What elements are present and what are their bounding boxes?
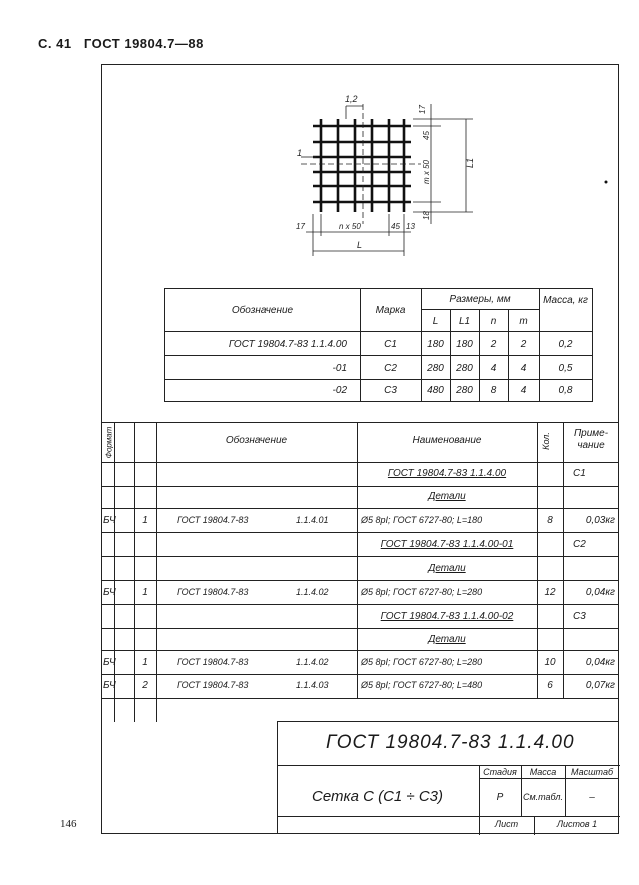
standard-label: ГОСТ 19804.7—88 [83,36,204,51]
spec-designation-2: ГОСТ 19804.7-83 [177,515,249,525]
spec-designation-8: ГОСТ 19804.7-83 [177,657,249,667]
spec-code-5: 1.1.4.02 [296,587,329,597]
row2-mass: 0,5 [558,363,573,374]
spec-format-2: БЧ [103,515,116,526]
col-designation: Обозначение [231,305,294,316]
row1-L: 180 [427,339,444,350]
stage-value: Р [496,792,504,803]
row2-n: 4 [490,363,497,374]
row3-L: 480 [427,385,444,396]
row1-m: 2 [520,339,527,350]
title-block [277,721,619,834]
spec-note-9: 0,07кг [585,680,615,691]
row3-n: 8 [490,385,497,396]
row1-L1: 180 [456,339,473,350]
spec-title-c1: ГОСТ 19804.7-83 1.1.4.00 [387,468,507,479]
spec-pos-2: 1 [142,515,148,526]
col-format: Формат [104,426,114,459]
spec-designation-5: ГОСТ 19804.7-83 [177,587,249,597]
page-number: 146 [60,818,77,830]
spec-name-5: Ø5 8рI; ГОСТ 6727-80; L=280 [361,587,483,597]
spec-code-8: 1.1.4.02 [296,657,329,667]
spec-section-3: Детали [428,634,466,645]
spec-section-2: Детали [428,563,466,574]
scale-value: – [589,792,595,803]
spec-pos-9: 2 [142,680,148,691]
spec-format-8: БЧ [103,657,116,668]
dim-m-x-50: m x 50 [422,159,431,184]
spec-section-1: Детали [428,491,466,502]
spec-title-c2: ГОСТ 19804.7-83 1.1.4.00-01 [380,539,514,550]
sub-m: m [519,316,528,327]
spec-name-2: Ø5 8рI; ГОСТ 6727-80; L=180 [361,515,483,525]
row3-L1: 280 [456,385,473,396]
sizes-table [164,288,593,402]
dim-18: 18 [422,211,431,220]
sheet-label: Лист [494,819,519,829]
spec-name-9: Ø5 8рI; ГОСТ 6727-80; L=480 [361,680,483,690]
col-name: Наименование [412,435,482,446]
row2-m: 4 [520,363,527,374]
col-note: Приме- чание [573,428,609,451]
spec-format-9: БЧ [103,680,116,691]
spec-code-9: 1.1.4.03 [296,680,329,690]
scale-label: Масштаб [570,767,614,777]
row2-L: 280 [427,363,444,374]
dim-L1: L1 [465,157,475,168]
row2-mark: С2 [384,363,397,374]
spec-pos-5: 1 [142,587,148,598]
row2-L1: 280 [456,363,473,374]
spec-qty-9: 6 [547,680,553,691]
spec-code-2: 1.1.4.01 [296,515,329,525]
spec-note-5: 0,04кг [585,587,615,598]
row1-n: 2 [490,339,497,350]
callout-1-2: 1,2 [345,94,358,104]
row1-designation: ГОСТ 19804.7-83 1.1.4.00 [228,339,347,350]
sub-L1: L1 [458,316,471,327]
col-designation-spec: Обозначение [225,435,288,446]
dim-n-x-50: n x 50 [339,222,361,231]
row3-mass: 0,8 [558,385,573,396]
page-label: С. 41 [38,36,72,51]
spec-qty-2: 8 [547,515,553,526]
spec-qty-5: 12 [544,587,556,598]
row2-designation: -01 [332,363,347,374]
doc-code: ГОСТ 19804.7-83 1.1.4.00 [326,732,575,753]
spec-name-8: Ø5 8рI; ГОСТ 6727-80; L=280 [361,657,483,667]
mass-label: Масса [529,767,557,777]
row3-mark: С3 [384,385,397,396]
mesh-drawing [101,64,619,286]
row1-mark: С1 [384,339,397,350]
sub-L: L [432,316,439,327]
sub-n: n [490,316,497,327]
spec-note-8: 0,04кг [585,657,615,668]
spec-note-2: 0,03кг [585,515,615,526]
col-mark: Марка [375,305,406,316]
row3-m: 4 [520,385,527,396]
mass-value: См.табл. [522,792,563,802]
spec-designation-9: ГОСТ 19804.7-83 [177,680,249,690]
col-qty: Кол. [540,432,551,450]
callout-1: 1 [297,148,303,158]
row1-mass: 0,2 [558,339,573,350]
stage-label: Стадия [483,767,517,777]
dim-13: 13 [406,222,415,231]
spec-note-c2: С2 [573,539,586,550]
page-header [38,36,204,51]
row3-designation: -02 [332,385,347,396]
spec-note-c1: С1 [573,468,586,479]
spec-note-c3: С3 [573,611,586,622]
spec-pos-8: 1 [142,657,148,668]
dim-L: L [357,240,363,250]
sheets-label: Листов 1 [556,819,598,829]
dim-45-bottom: 45 [391,222,400,231]
dim-45-right: 45 [422,131,431,140]
dim-17-top: 17 [418,105,427,114]
col-mass: Масса, кг [543,295,588,306]
spec-format-5: БЧ [103,587,116,598]
col-sizes: Размеры, мм [449,294,511,305]
product-name: Сетка С (С1 ÷ С3) [312,788,444,805]
dim-17-left: 17 [296,222,305,231]
spec-qty-8: 10 [544,657,556,668]
spec-title-c3: ГОСТ 19804.7-83 1.1.4.00-02 [380,611,514,622]
spec-table [101,422,619,698]
